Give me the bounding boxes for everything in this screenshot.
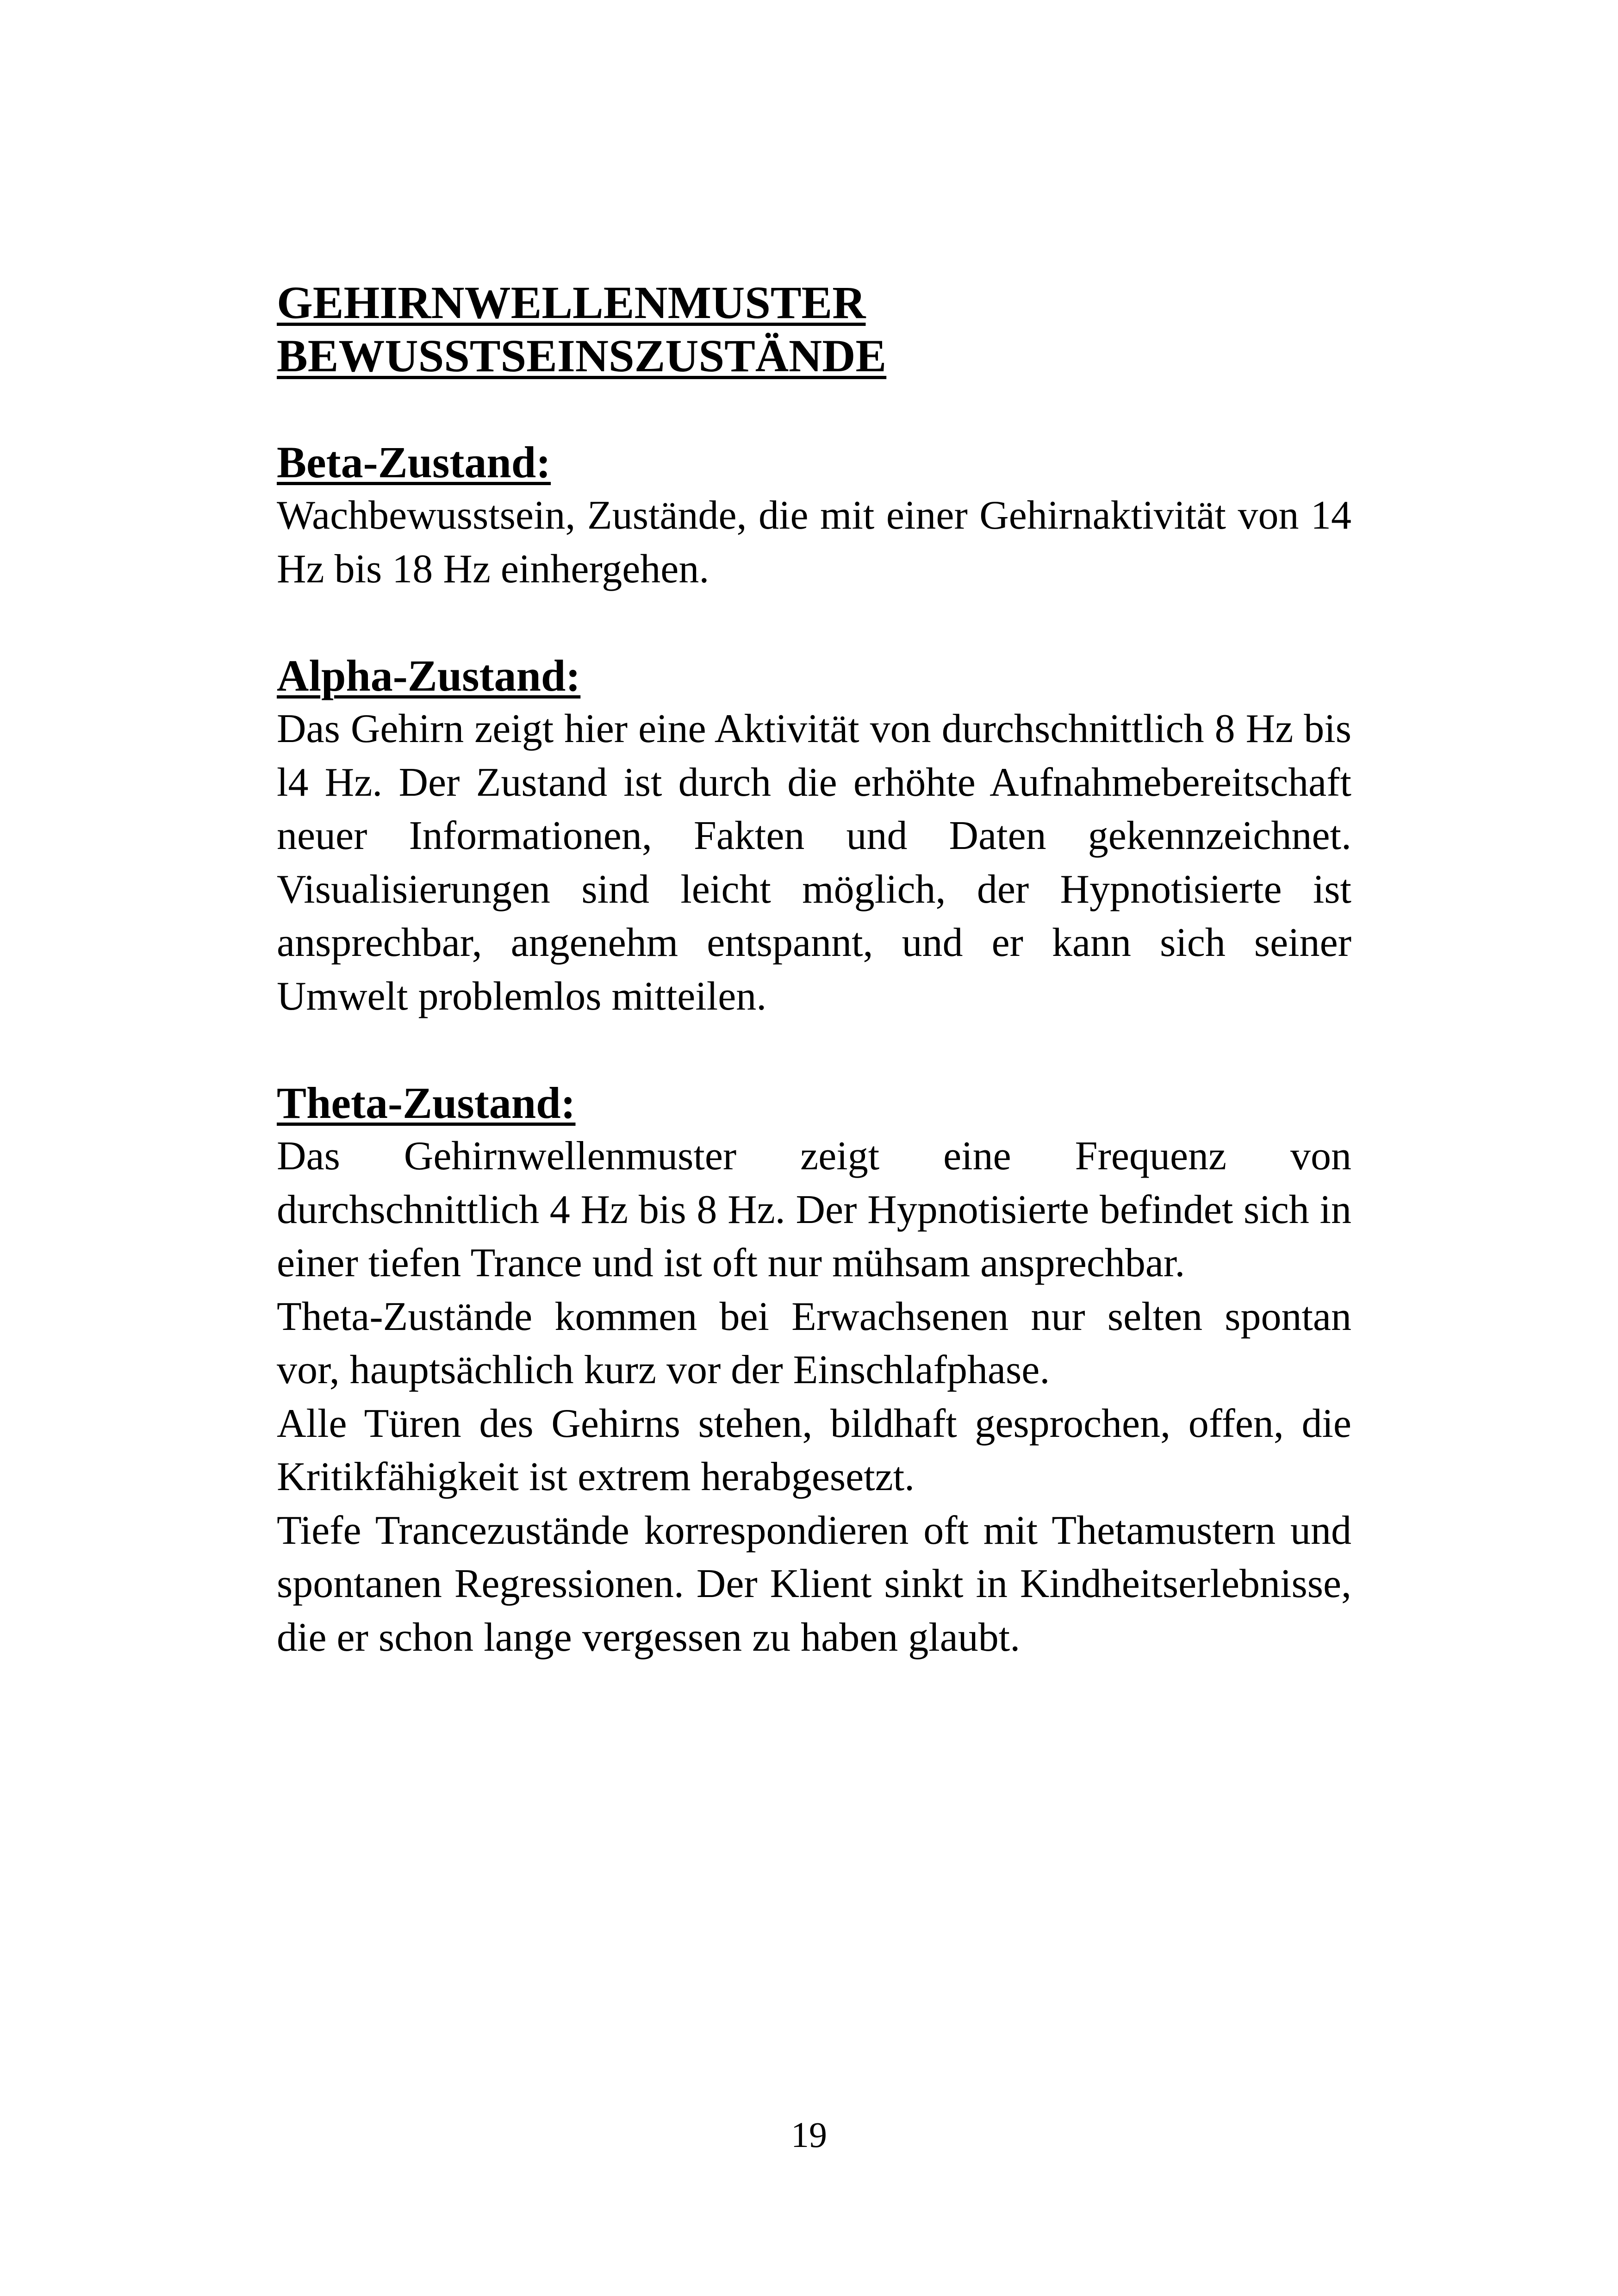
- title-line-1: GEHIRNWELLENMUSTER: [277, 277, 866, 328]
- section-heading-alpha: Alpha-Zustand:: [277, 651, 581, 700]
- page-title: [277, 276, 1351, 382]
- section-theta: [277, 1076, 1351, 1664]
- section-beta: [277, 436, 1351, 596]
- page-number: 19: [791, 2115, 827, 2155]
- paragraph-theta-2: Theta-Zustände kommen bei Erwachsenen nur selten spontan vor, hauptsächlich kurz vor der Einschlafphase.: [277, 1294, 1351, 1392]
- title-line-2: BEWUSSTSEINSZUSTÄNDE: [277, 330, 887, 381]
- section-alpha: [277, 649, 1351, 1023]
- paragraph-alpha-1: Das Gehirn zeigt hier eine Aktivität von durchschnittlich 8 Hz bis l4 Hz. Der Zustand ist durch die erhöhte Aufnahmebereitschaft neuer Informationen, Fakten und Daten gekennzeichnet. Visualisierungen sind leicht möglich, der Hypnotisierte ist ansprechbar, angenehm entspannt, und er kann sich seiner Umwelt problemlos mitteilen.: [277, 706, 1351, 1019]
- paragraph-theta-3: Alle Türen des Gehirns stehen, bildhaft gesprochen, offen, die Kritikfähigkeit ist extrem herabgesetzt.: [277, 1401, 1351, 1499]
- section-heading-theta: Theta-Zustand:: [277, 1078, 576, 1128]
- paragraph-theta-4: Tiefe Trancezustände korrespondieren oft mit Thetamustern und spontanen Regressionen. Der Klient sinkt in Kindheitserlebnisse, die er schon lange vergessen zu haben glaubt.: [277, 1508, 1351, 1660]
- page-content: [277, 276, 1351, 1664]
- paragraph-beta-1: Wachbewusstsein, Zustände, die mit einer Gehirnaktivität von 14 Hz bis 18 Hz einhergehen.: [277, 493, 1351, 592]
- section-heading-beta: Beta-Zustand:: [277, 437, 551, 487]
- paragraph-theta-1: Das Gehirnwellenmuster zeigt eine Frequenz von durchschnittlich 4 Hz bis 8 Hz. Der Hypnotisierte befindet sich in einer tiefen Trance und ist oft nur mühsam ansprechbar.: [277, 1134, 1351, 1285]
